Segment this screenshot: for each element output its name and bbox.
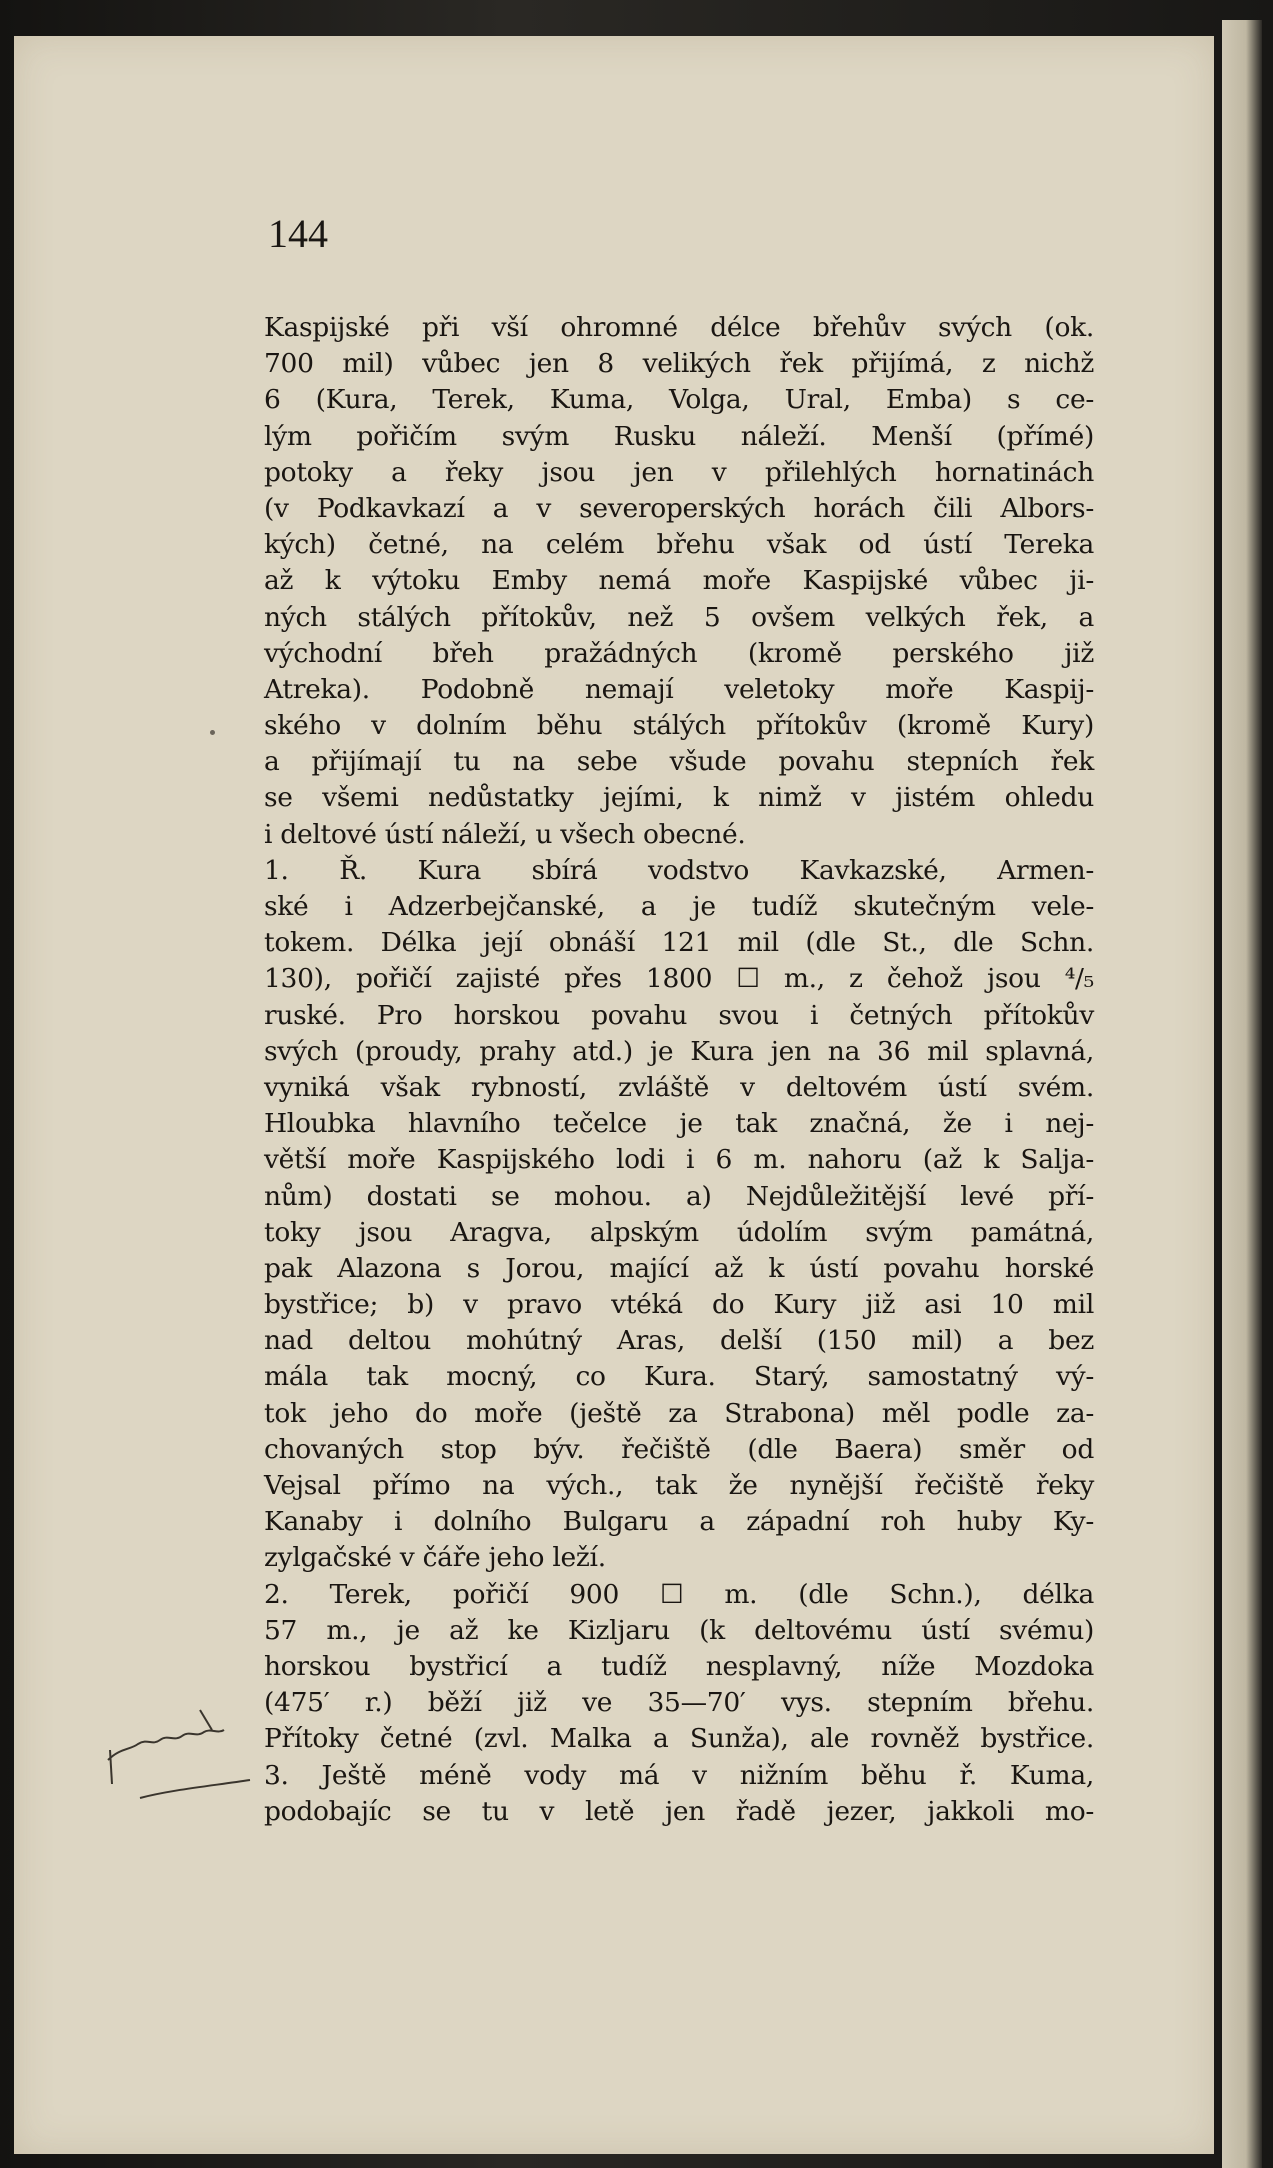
text-line: toky jsou Aragva, alpským údolím svým památná, [264, 1216, 1094, 1248]
margin-speck [210, 730, 215, 735]
page-number: 144 [268, 211, 328, 256]
text-line: 6 (Kura, Terek, Kuma, Volga, Ural, Emba) s ce- [264, 384, 1094, 416]
text-line: (475′ r.) běží již ve 35—70′ vys. stepním břehu. [264, 1687, 1094, 1719]
text-line: 700 mil) vůbec jen 8 velikých řek přijímá, z nichž [264, 348, 1094, 380]
text-line: chovaných stop býv. řečiště (dle Baera) směr od [264, 1433, 1094, 1465]
text-line: nad deltou mohútný Aras, delší (150 mil) a bez [264, 1325, 1094, 1357]
text-line: pak Alazona s Jorou, mající až k ústí povahu horské [264, 1252, 1094, 1284]
text-line: kých) četné, na celém břehu však od ústí Tereka [264, 529, 1094, 561]
text-line: 130), pořičí zajisté přes 1800 ☐ m., z čehož jsou ⁴/₅ [264, 963, 1094, 995]
text-line: potoky a řeky jsou jen v přilehlých hornatinách [264, 456, 1094, 488]
text-line: svých (proudy, prahy atd.) je Kura jen na 36 mil splavná, [264, 1035, 1094, 1067]
text-line: Vejsal přímo na vých., tak že nynější řečiště řeky [264, 1470, 1094, 1501]
text-line: tokem. Délka její obnáší 121 mil (dle St., dle Schn. [264, 927, 1094, 959]
text-line: ského v dolním běhu stálých přítokův (kromě Kury) [264, 710, 1094, 742]
text-line: nům) dostati se mohou. a) Nejdůležitější levé pří- [264, 1180, 1094, 1212]
text-line: Přítoky četné (zvl. Malka a Sunža), ale rovněž bystřice. [264, 1723, 1094, 1755]
text-line: 1. Ř. Kura sbírá vodstvo Kavkazské, Armen- [264, 854, 1094, 886]
text-line: a přijímají tu na sebe všude povahu stepních řek [264, 746, 1094, 778]
text-line: i deltové ústí náleží, u všech obecné. [264, 818, 746, 850]
text-line: se všemi nedůstatky jejími, k nimž v jistém ohledu [264, 782, 1094, 814]
text-line: větší moře Kaspijského lodi i 6 m. nahoru (až k Salja- [264, 1144, 1094, 1176]
text-line: Atreka). Podobně nemají veletoky moře Kaspij- [264, 673, 1094, 705]
page-body-text [264, 310, 1094, 1830]
text-line: Kaspijské při vší ohromné délce břehův svých (ok. [264, 312, 1094, 343]
text-line: horskou bystřicí a tudíž nesplavný, níže Mozdoka [264, 1650, 1094, 1682]
text-line: východní břeh pražádných (kromě perského již [264, 637, 1094, 669]
text-line: ské i Adzerbejčanské, a je tudíž skutečným vele- [264, 891, 1094, 922]
text-line: až k výtoku Emby nemá moře Kaspijské vůbec ji- [264, 565, 1094, 597]
text-line: bystřice; b) v pravo vtéká do Kury již asi 10 mil [264, 1289, 1094, 1321]
text-line: Hloubka hlavního tečelce je tak značná, že i nej- [264, 1108, 1094, 1140]
text-line: mála tak mocný, co Kura. Starý, samostatný vý- [264, 1361, 1094, 1393]
text-line: tok jeho do moře (ještě za Strabona) měl podle za- [264, 1397, 1094, 1429]
text-line: vyniká však rybností, zvláště v deltovém ústí svém. [264, 1071, 1094, 1103]
text-line: podobajíc se tu v letě jen řadě jezer, jakkoli mo- [264, 1795, 1094, 1827]
text-line: zylgačské v čáře jeho leží. [264, 1542, 606, 1574]
text-line: 57 m., je až ke Kizljaru (k deltovému ústí svému) [264, 1614, 1094, 1646]
text-line: lým pořičím svým Rusku náleží. Menší (přímé) [264, 420, 1094, 452]
text-line: 2. Terek, pořičí 900 ☐ m. (dle Schn.), délka [264, 1578, 1094, 1610]
pencil-annotation-icon [100, 1700, 280, 1830]
text-line: ruské. Pro horskou povahu svou i četných přítokův [264, 999, 1094, 1031]
text-line: (v Podkavkazí a v severoperských horách čili Albors- [264, 492, 1094, 524]
text-line: Kanaby i dolního Bulgaru a západní roh huby Ky- [264, 1506, 1094, 1538]
next-page-edge [1222, 20, 1262, 2168]
text-line: 3. Ještě méně vody má v nižním běhu ř. Kuma, [264, 1759, 1094, 1791]
text-line: ných stálých přítokův, než 5 ovšem velkých řek, a [264, 601, 1094, 633]
